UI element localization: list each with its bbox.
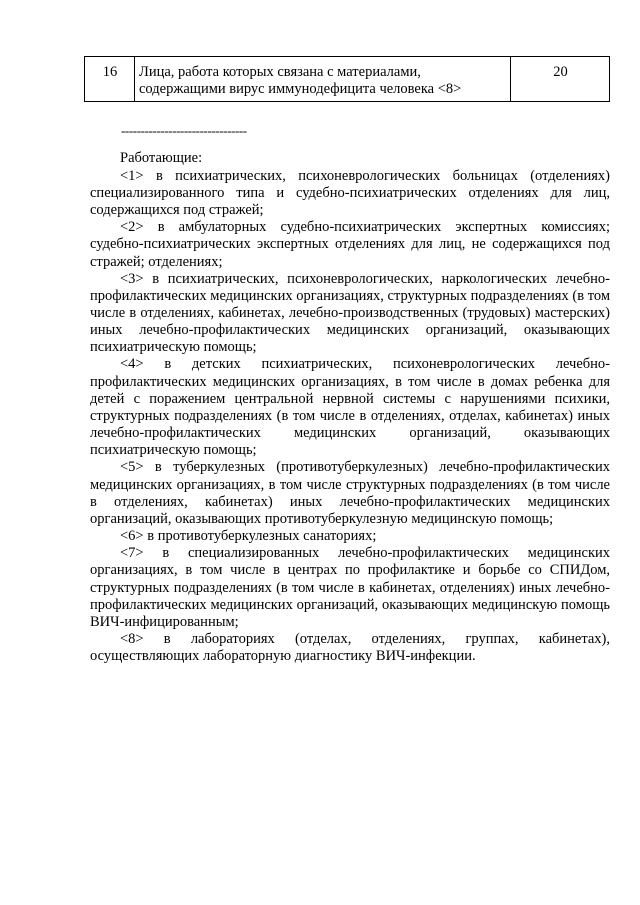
row-description-line-2: содержащими вирус иммунодефицита человека <8> xyxy=(139,81,462,97)
footnote-separator: -------------------------------- xyxy=(121,123,247,138)
row-value: 20 xyxy=(511,57,610,102)
footnote-2: <2> в амбулаторных судебно-психиатрических экспертных комиссиях; судебно-психиатрических экспертных отделениях для лиц, не содержащихся под стражей; отделениях; xyxy=(90,219,610,270)
footnote-4: <4> в детских психиатрических, психоневрологических лечебно-профилактических медицинских организациях, в том числе в домах ребенка для детей с поражением центральной нервной системы с нарушениями психики, структурных подразделениях (в том числе в отделениях, отделах, кабинетах) иных лечебно-профилактических медицинских организаций, оказывающих психиатрическую помощь; xyxy=(90,356,610,459)
footnotes xyxy=(90,150,610,665)
footnote-6: <6> в противотуберкулезных санаториях; xyxy=(120,528,377,545)
footnotes-heading: Работающие: xyxy=(120,150,203,166)
footnote-8: <8> в лабораториях (отделах, отделениях, группах, кабинетах), осуществляющих лабораторную диагностику ВИЧ-инфекции. xyxy=(90,630,610,665)
footnote-7: <7> в специализированных лечебно-профилактических медицинских организациях, в том числе в центрах по профилактике и борьбе со СПИДом, структурных подразделениях (в том числе в кабинетах, отделениях) иных лечебно-профилактических медицинских организаций, оказывающих медицинскую помощь ВИЧ-инфицированным; xyxy=(90,545,610,630)
benefits-table xyxy=(84,56,610,102)
footnote-3: <3> в психиатрических, психоневрологических, наркологических лечебно-профилактических медицинских организациях, структурных подразделениях (в том числе в отделениях, кабинетах, лечебно-производственных (трудовых) мастерских) иных лечебно-профилактических медицинских организаций, оказывающих психиатрическую помощь; xyxy=(90,270,610,356)
table-row xyxy=(85,57,610,102)
footnote-5: <5> в туберкулезных (противотуберкулезных) лечебно-профилактических медицинских организациях, в том числе структурных подразделениях (в том числе в отделениях, кабинетах) иных лечебно-профилактических медицинских организаций, оказывающих противотуберкулезную медицинскую помощь; xyxy=(90,459,610,527)
footnote-1: <1> в психиатрических, психоневрологических больницах (отделениях) специализированного типа и судебно-психиатрических отделениях для лиц, содержащихся под стражей; xyxy=(90,167,610,219)
row-description-line-1: Лица, работа которых связана с материалами, xyxy=(139,64,421,80)
row-number: 16 xyxy=(85,57,135,102)
row-description xyxy=(135,57,511,102)
